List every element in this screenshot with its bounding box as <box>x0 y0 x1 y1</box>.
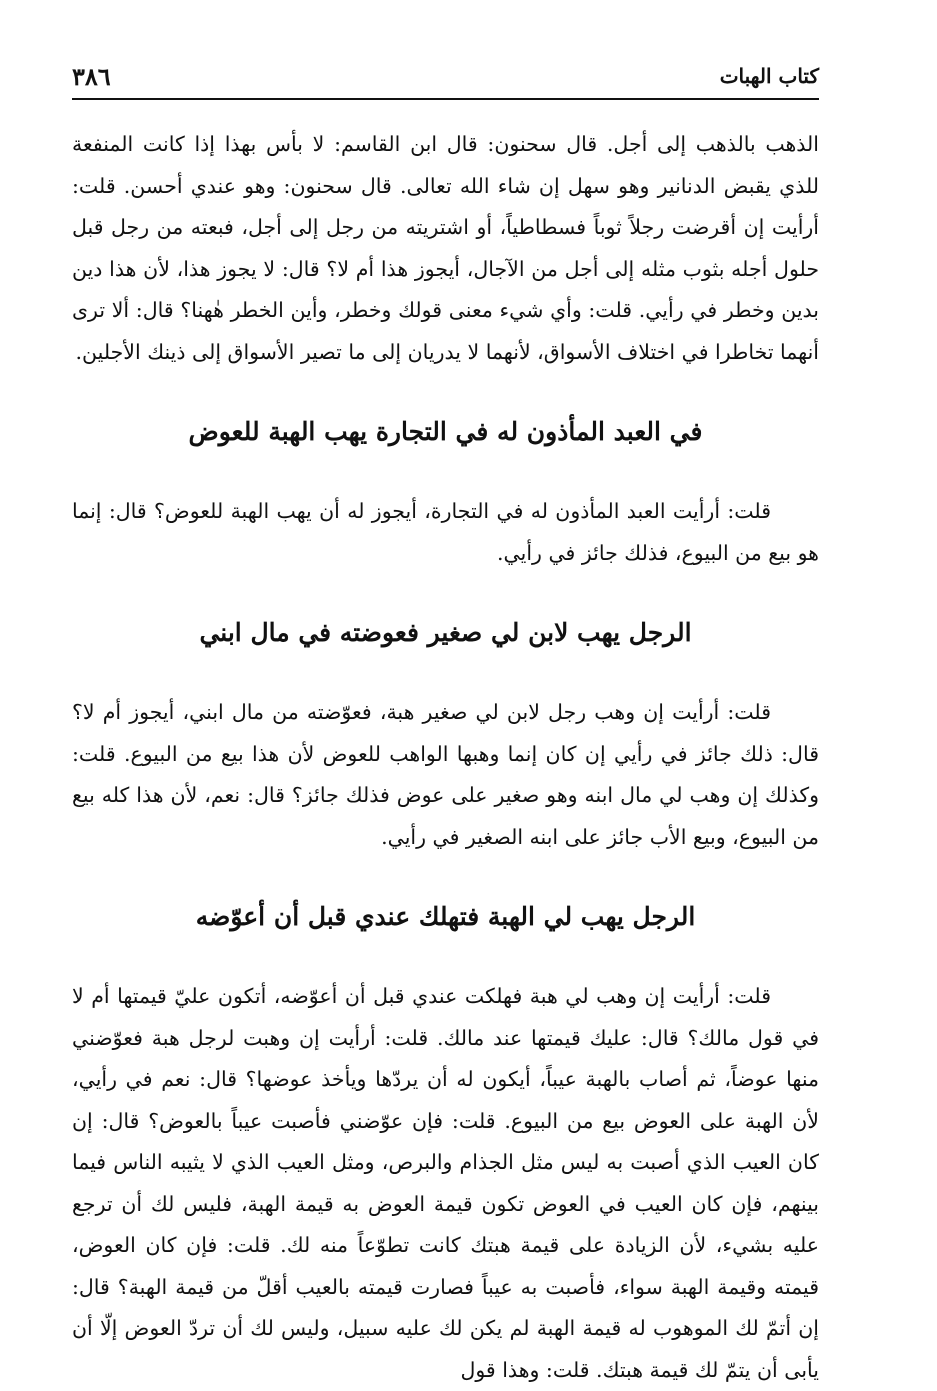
intro-paragraph: الذهب بالذهب إلى أجل. قال سحنون: قال ابن القاسم: لا بأس بهذا إذا كانت المنفعة للذي يقبض الدنانير وهو سهل إن شاء الله تعالى. قال سحنون: وهو عندي أحسن. قلت: أرأيت إن أقرضت رجلاً ثوباً فسطاطياً، أو اشتريته من رجل إلى أجل، فبعته من رجل قبل حلول أجله بثوب مثله إلى أجل من الآجال، أيجوز هذا أم لا؟ قال: لا يجوز هذا، لأن هذا دين بدين وخطر في رأيي. قلت: وأي شيء معنى قولك وخطر، وأين الخطر هٰهنا؟ قال: ألا ترى أنهما تخاطرا في اختلاف الأسواق، لأنهما لا يدريان إلى ما تصير الأسواق إلى ذينك الأجلين. <box>72 132 819 364</box>
section-heading: الرجل يهب لابن لي صغير فعوضته في مال ابني <box>199 618 692 647</box>
section-paragraph: قلت: أرأيت إن وهب رجل لابن لي صغير هبة، فعوّضته من مال ابني، أيجوز أم لا؟ قال: ذلك جائز في رأيي إن كان إنما وهبها الواهب للعوض لأن هذا بيع من البيوع. قلت: وكذلك إن وهب لي مال ابنه وهو صغير على عوض فذلك جائز؟ قال: نعم، لأن هذا كله بيع من البيوع، وبيع الأب جائز على ابنه الصغير في رأيي. <box>72 700 819 849</box>
book-title: كتاب الهبات <box>719 64 819 88</box>
body-text <box>72 124 819 1391</box>
running-header <box>72 62 819 100</box>
page-number: ٣٨٦ <box>72 62 111 91</box>
section-heading: الرجل يهب لي الهبة فتهلك عندي قبل أن أعوّضه <box>195 902 696 931</box>
section-paragraph: قلت: أرأيت إن وهب لي هبة فهلكت عندي قبل أن أعوّضه، أتكون عليّ قيمتها أم لا في قول مالك؟ قال: عليك قيمتها عند مالك. قلت: أرأيت إن وهبت لرجل هبة فعوّضني منها عوضاً، ثم أصاب بالهبة عيباً، أيكون له أن يردّها ويأخذ عوضها؟ قال: نعم في رأيي، لأن الهبة على العوض بيع من البيوع. قلت: فإن عوّضني فأصبت عيباً بالعوض؟ قال: إن كان العيب الذي أصبت به ليس مثل الجذام والبرص، ومثل العيب الذي لا يثيبه الناس فيما بينهم، فإن كان العيب في العوض تكون قيمة العوض به قيمة الهبة، فليس لك أن ترجع عليه بشيء، لأن الزيادة على قيمة هبتك كانت تطوّعاً منه لك. قلت: فإن كان العوض، قيمته وقيمة الهبة سواء، فأصبت به عيباً فصارت قيمته بالعيب أقلّ من قيمة الهبة؟ قال: إن أتمّ لك الموهوب له قيمة الهبة لم يكن لك عليه سبيل، وليس لك أن تردّ العوض إلّا أن يأبى أن يتمّ لك قيمة هبتك. قلت: وهذا قول <box>72 984 819 1382</box>
section-heading: في العبد المأذون له في التجارة يهب الهبة للعوض <box>188 417 703 446</box>
section-paragraph: قلت: أرأيت العبد المأذون له في التجارة، أيجوز له أن يهب الهبة للعوض؟ قال: إنما هو بيع من البيوع، فذلك جائز في رأيي. <box>72 499 819 565</box>
